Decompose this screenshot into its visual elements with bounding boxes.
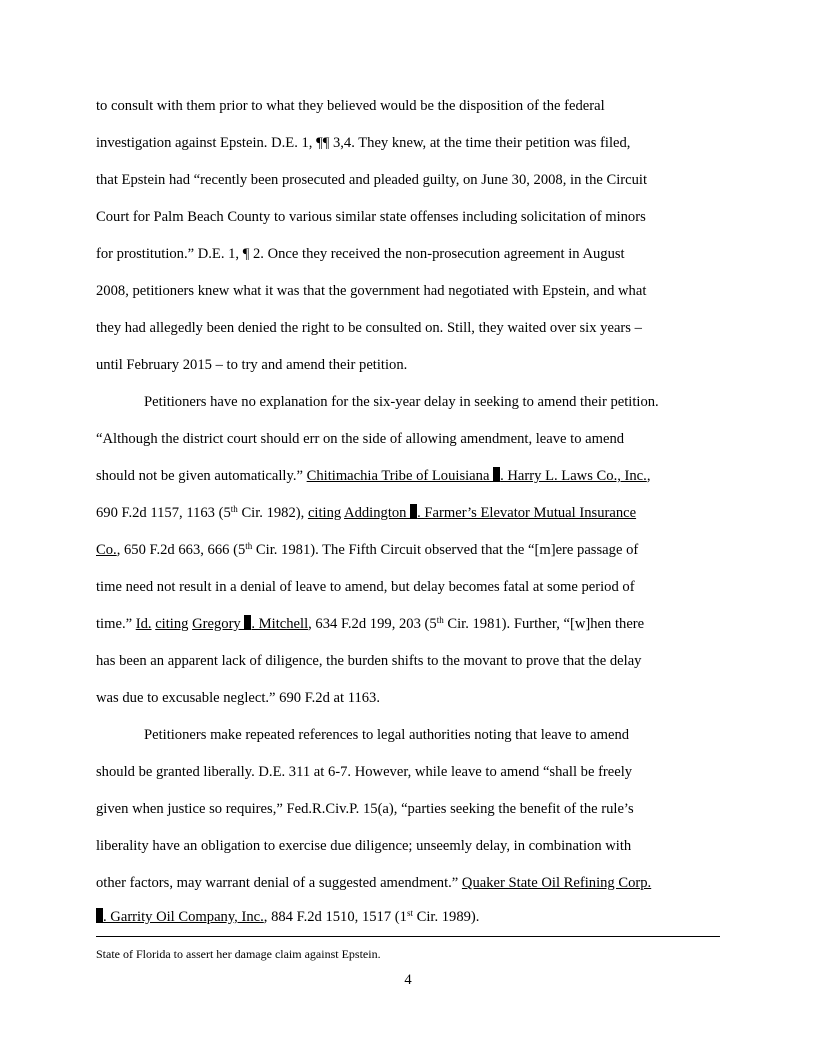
text-run: Cir. 1989). (412, 909, 480, 925)
body-line-16: has been an apparent lack of diligence, the burden shifts to the movant to prove that the delay (96, 653, 642, 669)
text-run: should not be given automatically.” (96, 468, 307, 484)
text-run: , 884 F.2d 1510, 1517 (1 (263, 909, 407, 925)
ordinal-superscript: st (406, 908, 413, 918)
body-line-1: to consult with them prior to what they believed would be the disposition of the federal (96, 98, 605, 114)
text-run: time.” (96, 616, 136, 632)
signal-id: Id. (135, 616, 152, 632)
body-line-22 (96, 874, 651, 892)
signal-citing: citing (155, 616, 189, 632)
case-citation: Quaker State Oil Refining Corp. (461, 875, 652, 891)
text-run: Cir. 1982), (237, 505, 308, 521)
footnote-text: State of Florida to assert her damage claim against Epstein. (96, 947, 381, 961)
body-line-6: 2008, petitioners knew what it was that the government had negotiated with Epstein, and what (96, 283, 647, 299)
text-run: , 650 F.2d 663, 666 (5 (116, 542, 246, 558)
body-line-12 (96, 504, 636, 522)
body-line-10: “Although the district court should err on the side of allowing amendment, leave to amend (96, 431, 625, 447)
case-citation: Addington . Farmer’s Elevator Mutual Insurance (344, 505, 637, 521)
redaction-mark (96, 908, 103, 923)
body-line-4: Court for Palm Beach County to various similar state offenses including solicitation of minors (96, 209, 646, 225)
text-run: , 634 F.2d 199, 203 (5 (308, 616, 437, 632)
text-run: Cir. 1981). Further, “[w]hen there (443, 616, 645, 632)
footnote-divider (96, 936, 720, 937)
text-run: Cir. 1981). The Fifth Circuit observed that the “[m]ere passage of (252, 542, 639, 558)
body-line-8: until February 2015 – to try and amend their petition. (96, 357, 408, 373)
body-line-7: they had allegedly been denied the right to be consulted on. Still, they waited over six years – (96, 320, 642, 336)
body-line-19: should be granted liberally. D.E. 311 at 6-7. However, while leave to amend “shall be freely (96, 764, 633, 780)
ordinal-superscript: th (245, 541, 253, 551)
body-line-3: that Epstein had “recently been prosecuted and pleaded guilty, on June 30, 2008, in the Circuit (96, 172, 648, 188)
body-line-21: liberality have an obligation to exercise due diligence; unseemly delay, in combination with (96, 838, 632, 854)
body-line-20: given when justice so requires,” Fed.R.Civ.P. 15(a), “parties seeking the benefit of the rule’s (96, 801, 634, 817)
case-citation: Co. (96, 542, 117, 558)
text-run: 690 F.2d 1157, 1163 (5 (96, 505, 231, 521)
case-citation: Gregory . Mitchell (192, 616, 309, 632)
text-run: other factors, may warrant denial of a suggested amendment.” (96, 875, 462, 891)
case-citation: . Garrity Oil Company, Inc. (96, 909, 264, 925)
body-line-2: investigation against Epstein. D.E. 1, ¶¶ 3,4. They knew, at the time their petition was filed, (96, 135, 631, 151)
case-citation: Chitimachia Tribe of Louisiana . Harry L. Laws Co., Inc. (306, 468, 647, 484)
page-number: 4 (404, 972, 412, 988)
ordinal-superscript: th (436, 615, 444, 625)
body-line-15 (96, 615, 644, 633)
body-line-17: was due to excusable neglect.” 690 F.2d at 1163. (96, 690, 381, 706)
ordinal-superscript: th (230, 504, 238, 514)
body-line-23 (96, 908, 479, 926)
body-line-13 (96, 541, 638, 559)
body-line-9: Petitioners have no explanation for the six-year delay in seeking to amend their petition. (144, 394, 659, 410)
body-line-18: Petitioners make repeated references to legal authorities noting that leave to amend (144, 727, 630, 743)
body-line-14: time need not result in a denial of leave to amend, but delay becomes fatal at some period of (96, 579, 635, 595)
body-line-11: should not be given automatically.” Chitimachia Tribe of Louisiana . Harry L. Laws Co., Inc., (96, 468, 651, 484)
body-line-5: for prostitution.” D.E. 1, ¶ 2. Once they received the non-prosecution agreement in August (96, 246, 625, 262)
signal-citing: citing (307, 505, 342, 521)
